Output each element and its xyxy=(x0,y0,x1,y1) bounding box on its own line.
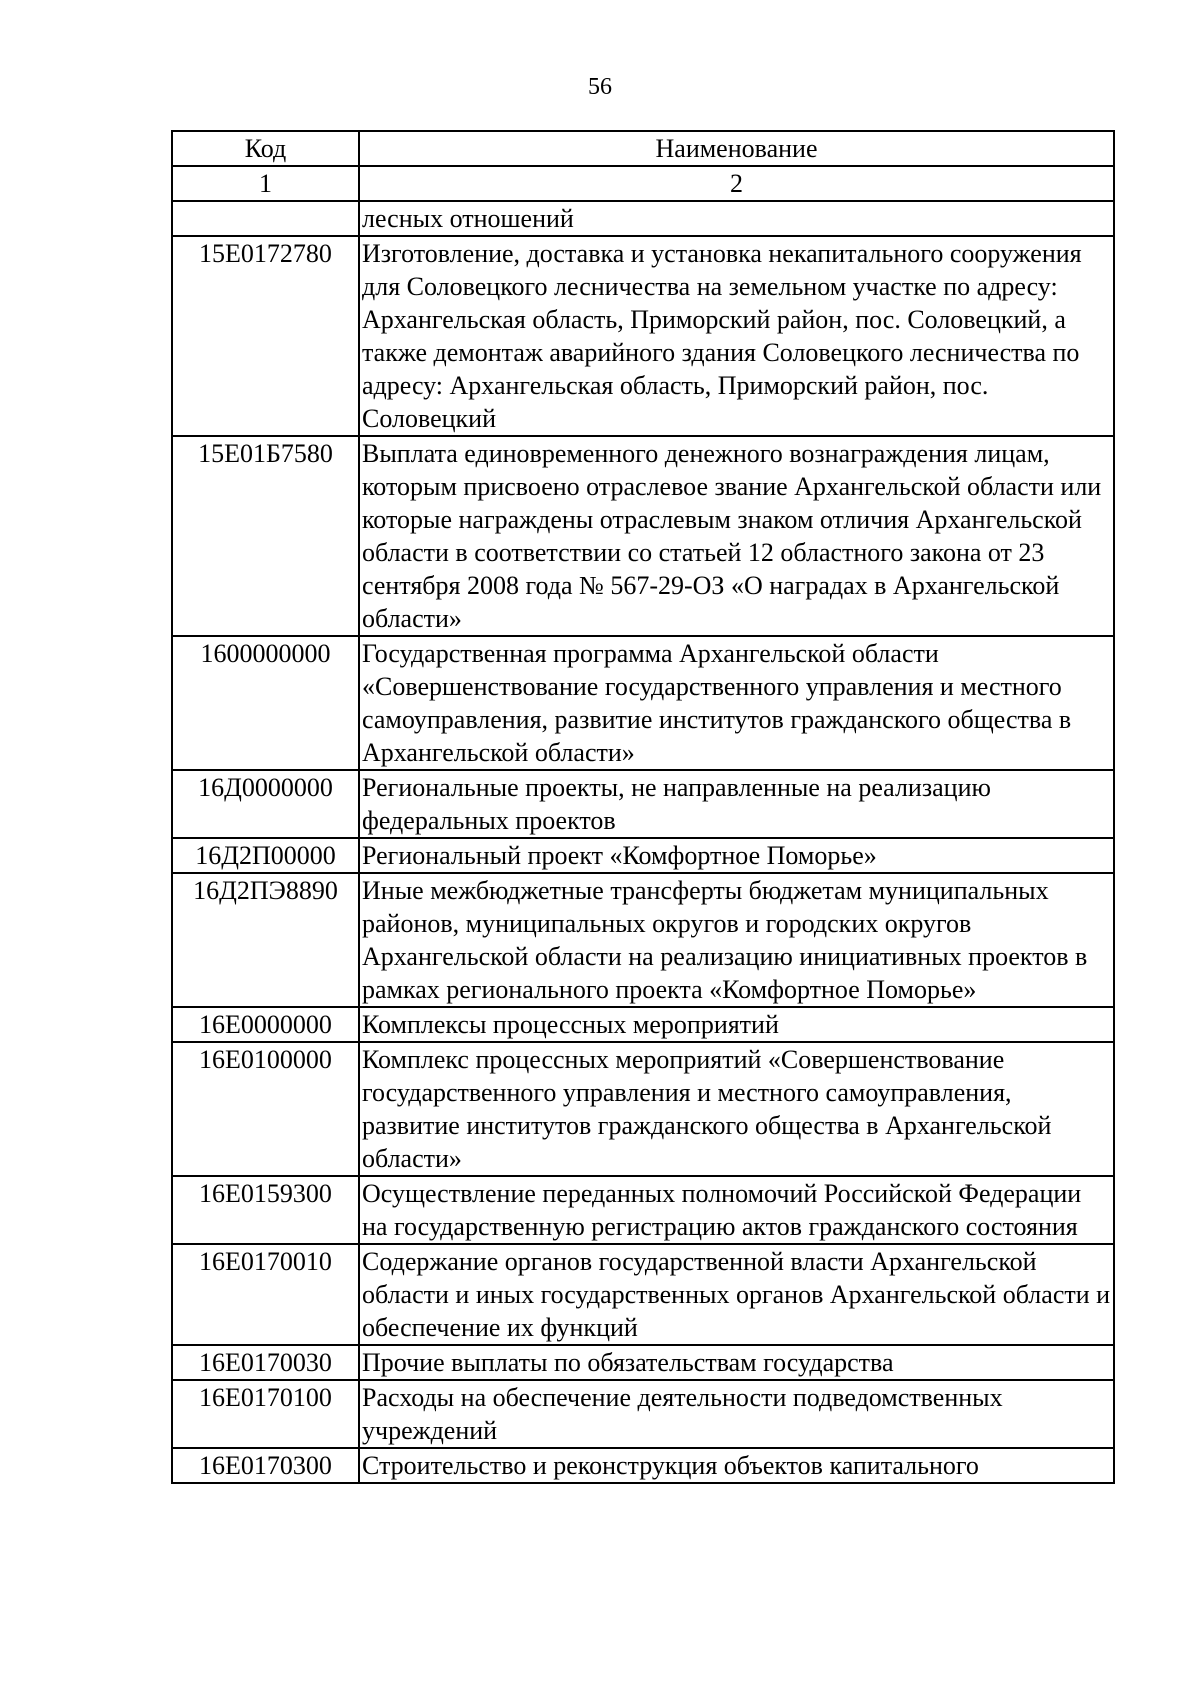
row-code: 16Д0000000 xyxy=(172,770,359,838)
page-number: 56 xyxy=(588,74,612,100)
table-row xyxy=(172,1007,1114,1042)
row-code: 16Е0159300 xyxy=(172,1176,359,1244)
row-code: 16Е0170010 xyxy=(172,1244,359,1345)
row-name: Строительство и реконструкция объектов капитального xyxy=(359,1448,1114,1483)
row-code: 1600000000 xyxy=(172,636,359,770)
table-row xyxy=(172,1042,1114,1176)
row-name: Выплата единовременного денежного вознаграждения лицам, которым присвоено отраслевое звание Архангельской области или которые награждены отраслевым знаком отличия Архангельской области в соответствии со статьей 12 областного закона от 23 сентября 2008 года № 567-29-ОЗ «О наградах в Архангельской области» xyxy=(359,436,1114,636)
table-row xyxy=(172,873,1114,1007)
budget-codes-table xyxy=(171,130,1115,1484)
row-name: Региональные проекты, не направленные на реализацию федеральных проектов xyxy=(359,770,1114,838)
row-name: Комплекс процессных мероприятий «Совершенствование государственного управления и местного самоуправления, развитие институтов гражданского общества в Архангельской области» xyxy=(359,1042,1114,1176)
table-row xyxy=(172,636,1114,770)
row-name: Иные межбюджетные трансферты бюджетам муниципальных районов, муниципальных округов и городских округов Архангельской области на реализацию инициативных проектов в рамках регионального проекта «Комфортное Поморье» xyxy=(359,873,1114,1007)
row-name: Осуществление переданных полномочий Российской Федерации на государственную регистрацию актов гражданского состояния xyxy=(359,1176,1114,1244)
column-number-name: 2 xyxy=(359,166,1114,201)
table-row xyxy=(172,1448,1114,1483)
table-row xyxy=(172,1244,1114,1345)
row-code xyxy=(172,201,359,236)
header-name: Наименование xyxy=(359,131,1114,166)
row-code: 16Е0100000 xyxy=(172,1042,359,1176)
row-code: 16Д2П00000 xyxy=(172,838,359,873)
table-header-row xyxy=(172,131,1114,166)
row-name: Государственная программа Архангельской области «Совершенствование государственного управления и местного самоуправления, развитие институтов гражданского общества в Архангельской области» xyxy=(359,636,1114,770)
row-code: 15Е0172780 xyxy=(172,236,359,436)
table-row xyxy=(172,201,1114,236)
row-code: 16Е0170300 xyxy=(172,1448,359,1483)
header-code: Код xyxy=(172,131,359,166)
row-code: 16Е0170030 xyxy=(172,1345,359,1380)
table-row xyxy=(172,236,1114,436)
row-code: 15Е01Б7580 xyxy=(172,436,359,636)
table-row xyxy=(172,1176,1114,1244)
row-name: Комплексы процессных мероприятий xyxy=(359,1007,1114,1042)
table-row xyxy=(172,1380,1114,1448)
row-name: Региональный проект «Комфортное Поморье» xyxy=(359,838,1114,873)
table-row xyxy=(172,436,1114,636)
row-code: 16Е0000000 xyxy=(172,1007,359,1042)
table-row xyxy=(172,770,1114,838)
row-name: Прочие выплаты по обязательствам государства xyxy=(359,1345,1114,1380)
row-name: Содержание органов государственной власти Архангельской области и иных государственных органов Архангельской области и обеспечение их функций xyxy=(359,1244,1114,1345)
row-name: лесных отношений xyxy=(359,201,1114,236)
row-code: 16Е0170100 xyxy=(172,1380,359,1448)
table-row xyxy=(172,1345,1114,1380)
row-name: Расходы на обеспечение деятельности подведомственных учреждений xyxy=(359,1380,1114,1448)
column-number-code: 1 xyxy=(172,166,359,201)
row-name: Изготовление, доставка и установка некапитального сооружения для Соловецкого лесничества на земельном участке по адресу: Архангельская область, Приморский район, пос. Соловецкий, а также демонтаж аварийного здания Соловецкого лесничества по адресу: Архангельская область, Приморский район, пос. Соловецкий xyxy=(359,236,1114,436)
row-code: 16Д2ПЭ8890 xyxy=(172,873,359,1007)
column-number-row xyxy=(172,166,1114,201)
table-row xyxy=(172,838,1114,873)
